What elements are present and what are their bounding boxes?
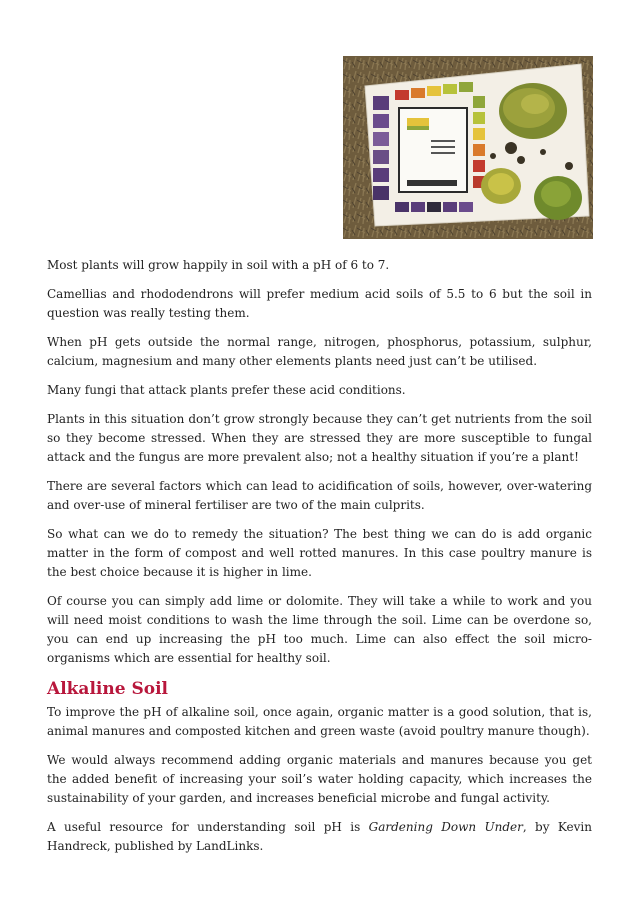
- article-body: [47, 256, 592, 866]
- paragraph: Most plants will grow happily in soil with a pH of 6 to 7.: [47, 258, 390, 272]
- paragraph: There are several factors which can lead to acidification of soils, however, over-watering and over-use of mineral fertiliser are two of the main culprits.: [47, 479, 592, 512]
- paragraph: Plants in this situation don’t grow strongly because they can’t get nutrients from the soil so they become stressed. When they are stressed they are more susceptible to fungal attack and the fungus are more prevalent also; not a healthy situation if you’re a plant!: [47, 412, 592, 464]
- paragraph: We would always recommend adding organic materials and manures because you get the added benefit of increasing your soil’s water holding capacity, which increases the sustainability of your garden, and increases beneficial microbe and fungal activity.: [47, 753, 592, 805]
- paragraph: When pH gets outside the normal range, nitrogen, phosphorus, potassium, sulphur, calcium, magnesium and many other elements plants need just can’t be utilised.: [47, 335, 592, 368]
- section-heading: Alkaline Soil: [47, 679, 168, 699]
- paragraph: Many fungi that attack plants prefer these acid conditions.: [47, 383, 406, 397]
- paragraph: To improve the pH of alkaline soil, once again, organic matter is a good solution, that is, animal manures and composted kitchen and green waste (avoid poultry manure though).: [47, 705, 592, 738]
- book-title: Gardening Down Under: [368, 820, 523, 834]
- resource-paragraph: [47, 818, 592, 856]
- soil-ph-test-photo: [343, 56, 593, 239]
- resource-text-after: , by Kevin Handreck, published by LandLinks.: [47, 820, 592, 853]
- paragraph: Of course you can simply add lime or dolomite. They will take a while to work and you will need moist conditions to wash the lime through the soil. Lime can be overdone so, you can end up increasing the pH too much. Lime can also effect the soil micro-organisms which are essential for healthy soil.: [47, 594, 592, 665]
- resource-text-before: A useful resource for understanding soil pH is: [47, 820, 369, 834]
- paragraph: So what can we do to remedy the situation? The best thing we can do is add organic matter in the form of compost and well rotted manures. In this case poultry manure is the best choice because it is higher in lime.: [47, 527, 592, 579]
- paragraph: Camellias and rhododendrons will prefer medium acid soils of 5.5 to 6 but the soil in question was really testing them.: [47, 287, 592, 320]
